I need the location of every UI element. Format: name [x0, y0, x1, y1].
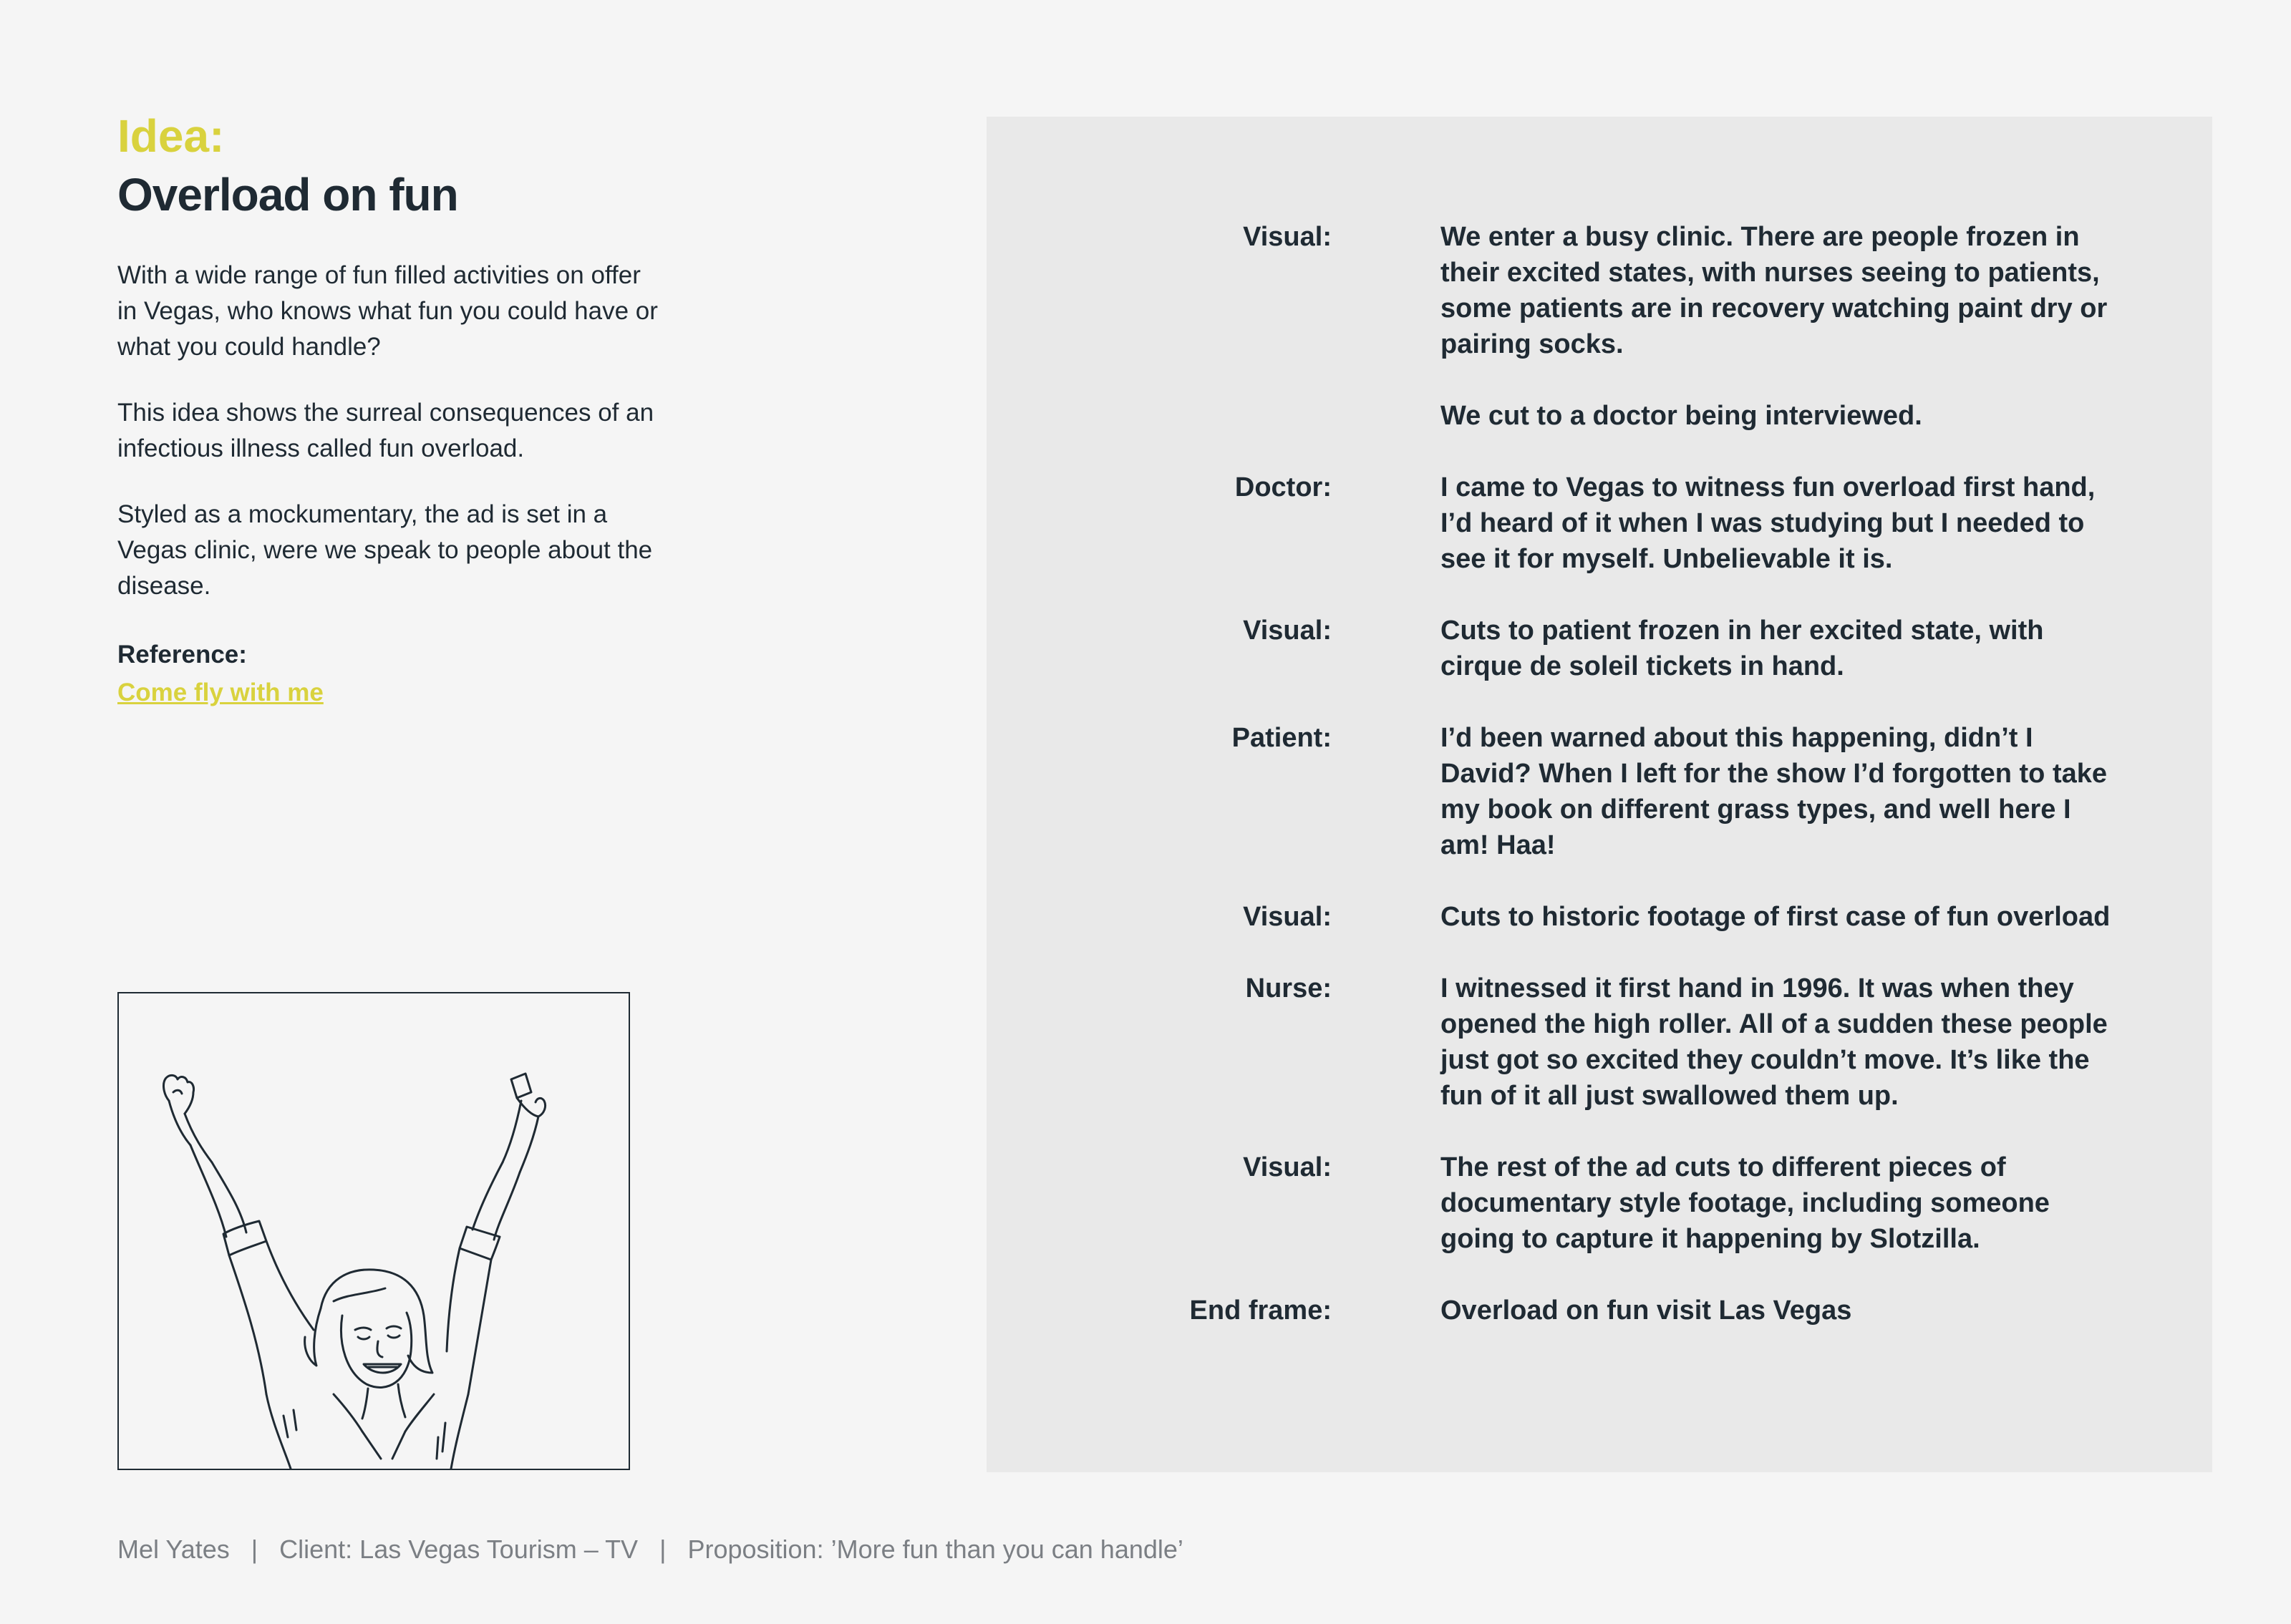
reference-link[interactable]: Come fly with me	[117, 679, 324, 706]
script-panel	[987, 117, 2212, 1472]
page-title: Overload on fun	[117, 169, 458, 220]
script-row	[987, 1149, 2212, 1257]
script-line: I’d been warned about this happening, didn’t I David? When I left for the show I’d forgotten to take my book on different grass types, and well here I am! Haa!	[1440, 723, 2107, 860]
speaker-label: Visual:	[1243, 616, 1332, 646]
illustration-frame	[117, 992, 630, 1470]
script-line: Overload on fun visit Las Vegas	[1440, 1295, 1852, 1326]
script-row	[987, 613, 2212, 684]
script-list	[987, 219, 2212, 1364]
script-line: The rest of the ad cuts to different pieces of documentary style footage, including someone going to capture it happening by Slotzilla.	[1440, 1152, 2050, 1254]
script-line: I came to Vegas to witness fun overload first hand, I’d heard of it when I was studying but I needed to see it for myself. Unbelievable it is.	[1440, 472, 2096, 574]
intro-paragraph-2: This idea shows the surreal consequences of an infectious illness called fun overload.	[117, 399, 654, 462]
speaker-label: Visual:	[1243, 1152, 1332, 1182]
speaker-label: Doctor:	[1234, 472, 1332, 502]
script-line: Cuts to historic footage of first case of fun overload	[1440, 902, 2111, 932]
footer-separator: |	[659, 1535, 667, 1564]
script-line: We enter a busy clinic. There are people frozen in their excited states, with nurses seeing to patients, some patients are in recovery watching paint dry or pairing socks.	[1440, 222, 2108, 359]
footer-separator: |	[251, 1535, 258, 1564]
footer-author: Mel Yates	[117, 1535, 230, 1564]
speaker-label: End frame:	[1189, 1295, 1332, 1326]
script-line: I witnessed it first hand in 1996. It was when they opened the high roller. All of a sudden these people just got so excited they couldn’t move. It’s like the fun of it all just swallowed them up.	[1440, 973, 2108, 1111]
intro-paragraph-3: Styled as a mockumentary, the ad is set in a Vegas clinic, were we speak to people about the disease.	[117, 500, 653, 600]
speaker-label: Nurse:	[1245, 973, 1332, 1003]
script-row	[987, 219, 2212, 362]
idea-label: Idea:	[117, 110, 225, 162]
intro-paragraph-1: With a wide range of fun filled activities on offer in Vegas, who knows what fun you could have or what you could handle?	[117, 261, 658, 361]
footer	[117, 1532, 1183, 1567]
reference-label: Reference:	[117, 641, 247, 668]
footer-proposition: Proposition: ’More fun than you can handle’	[687, 1535, 1183, 1564]
speaker-label: Visual:	[1243, 902, 1332, 932]
speaker-label: Visual:	[1243, 222, 1332, 252]
script-row	[987, 470, 2212, 577]
speaker-label: Patient:	[1231, 723, 1332, 753]
script-row	[987, 720, 2212, 863]
script-row	[987, 899, 2212, 935]
script-line: We cut to a doctor being interviewed.	[1440, 401, 1922, 431]
script-row	[987, 971, 2212, 1114]
script-row	[987, 398, 2212, 434]
script-row	[987, 1293, 2212, 1328]
cheering-woman-line-drawing-icon	[119, 993, 629, 1469]
speaker-label	[987, 398, 1332, 434]
idea-column	[117, 107, 662, 713]
footer-client: Client: Las Vegas Tourism – TV	[279, 1535, 639, 1564]
script-line: Cuts to patient frozen in her excited state, with cirque de soleil tickets in hand.	[1440, 616, 2044, 681]
